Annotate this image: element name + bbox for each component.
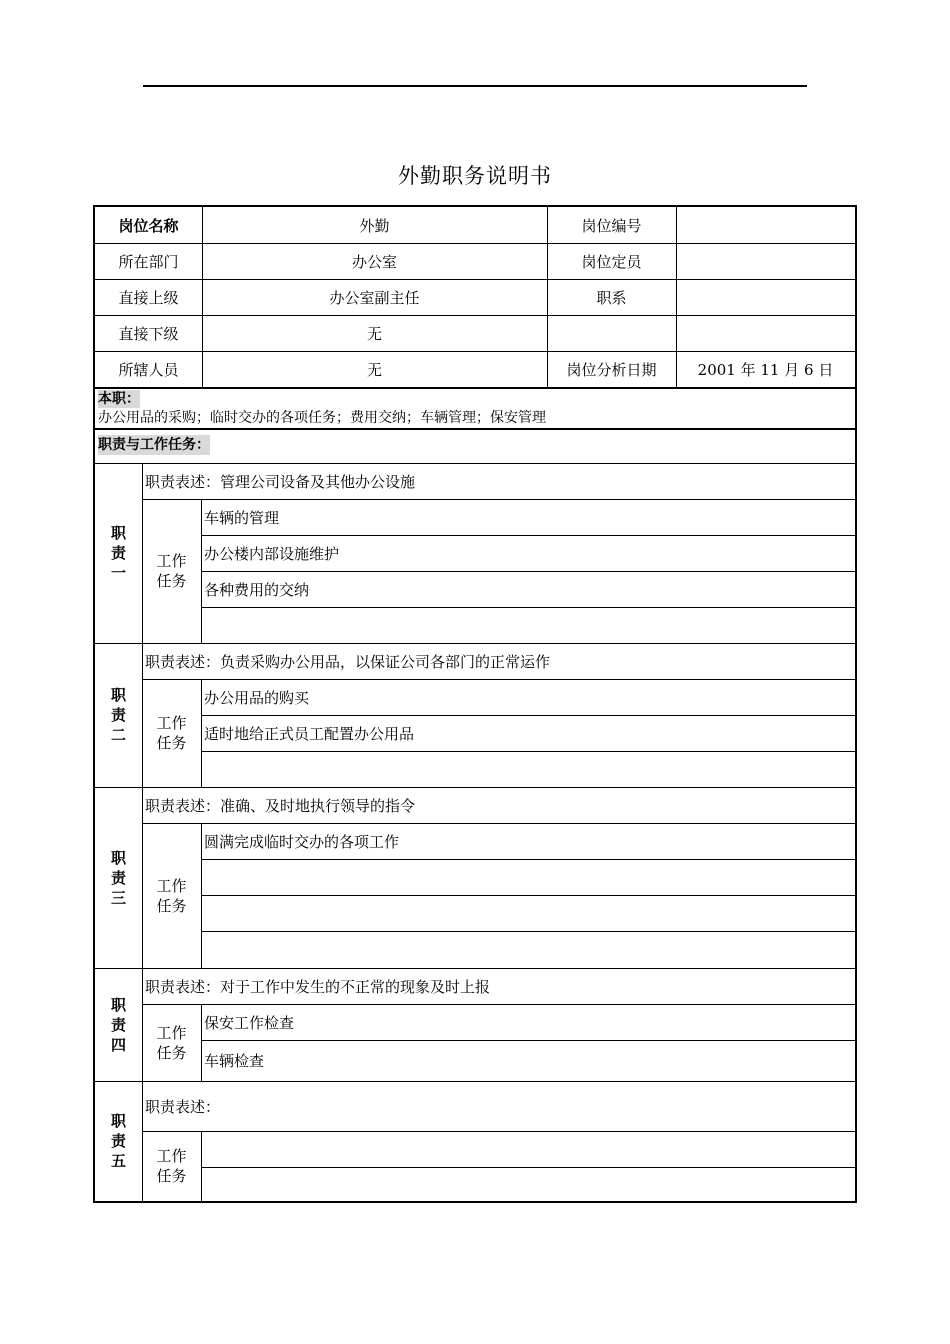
header-rule xyxy=(143,85,807,87)
column-divider xyxy=(142,463,143,643)
field-label: 所在部门 xyxy=(118,252,179,271)
duty-description: 职责表述：负责采购办公用品，以保证公司各部门的正常运作 xyxy=(145,652,551,671)
field-value: 办公室副主任 xyxy=(329,288,420,307)
duty-name xyxy=(95,643,142,787)
task-item: 适时地给正式员工配置办公用品 xyxy=(204,724,415,743)
duty-name-label: 职责五 xyxy=(110,1112,126,1170)
duty-name-label: 职责一 xyxy=(110,524,126,582)
field-label: 岗位名称 xyxy=(118,216,179,235)
row-divider xyxy=(95,428,855,430)
duty-description: 职责表述： xyxy=(145,1097,221,1116)
duty-name-label: 职责二 xyxy=(110,686,126,744)
field-label xyxy=(547,315,676,351)
column-divider xyxy=(142,1081,143,1201)
duty-description: 职责表述：准确、及时地执行领导的指令 xyxy=(145,796,416,815)
work-task-text: 工作任务 xyxy=(156,714,187,752)
field-label: 岗位分析日期 xyxy=(566,360,657,379)
field-value xyxy=(676,279,855,315)
column-divider xyxy=(676,207,677,387)
field-label: 职系 xyxy=(596,288,627,307)
duty-description: 职责表述：管理公司设备及其他办公设施 xyxy=(145,472,416,491)
task-item xyxy=(201,859,855,895)
work-task-label xyxy=(142,1131,201,1201)
field-label: 直接上级 xyxy=(118,288,179,307)
field-value: 2001 年 11 月 6 日 xyxy=(697,360,834,379)
field-label: 岗位编号 xyxy=(581,216,642,235)
task-item: 各种费用的交纳 xyxy=(204,580,310,599)
row-divider xyxy=(201,1201,855,1202)
column-divider xyxy=(202,207,203,387)
row-divider xyxy=(95,243,855,244)
document-title: 外勤职务说明书 xyxy=(398,164,552,188)
column-divider xyxy=(142,643,143,787)
summary-text: 办公用品的采购；临时交办的各项任务；费用交纳；车辆管理；保安管理 xyxy=(98,410,546,426)
task-item: 圆满完成临时交办的各项工作 xyxy=(204,832,400,851)
summary-heading: 本职： xyxy=(98,391,140,407)
duty-name xyxy=(95,787,142,968)
task-item xyxy=(201,895,855,931)
work-task-text: 工作任务 xyxy=(156,876,187,915)
row-divider xyxy=(95,387,855,389)
row-divider xyxy=(95,315,855,316)
work-task-label xyxy=(142,679,201,787)
column-divider xyxy=(142,787,143,968)
duties-heading: 职责与工作任务： xyxy=(98,437,210,453)
field-value xyxy=(676,207,855,243)
column-divider xyxy=(142,968,143,1081)
field-value: 无 xyxy=(366,324,382,343)
task-item: 车辆的管理 xyxy=(204,508,280,527)
row-divider xyxy=(95,351,855,352)
task-item: 办公楼内部设施维护 xyxy=(204,544,340,563)
work-task-text: 工作任务 xyxy=(156,1147,187,1185)
task-item: 办公用品的购买 xyxy=(204,688,310,707)
duty-name-label: 职责四 xyxy=(110,995,126,1054)
task-item xyxy=(201,1131,855,1167)
task-item xyxy=(201,1167,855,1201)
column-divider xyxy=(547,207,548,387)
task-item xyxy=(201,931,855,968)
task-item xyxy=(201,607,855,643)
field-value: 办公室 xyxy=(351,252,397,271)
work-task-label xyxy=(142,823,201,968)
field-label: 岗位定员 xyxy=(581,252,642,271)
field-value xyxy=(676,243,855,279)
task-item: 车辆检查 xyxy=(204,1052,265,1070)
task-item: 保安工作检查 xyxy=(204,1013,295,1032)
duty-description: 职责表述：对于工作中发生的不正常的现象及时上报 xyxy=(145,977,491,996)
field-label: 直接下级 xyxy=(118,324,179,343)
duty-name xyxy=(95,968,142,1081)
work-task-label xyxy=(142,499,201,643)
work-task-text: 工作任务 xyxy=(156,552,187,590)
field-label: 所辖人员 xyxy=(118,360,179,379)
duty-name xyxy=(95,1081,142,1201)
duty-name-label: 职责三 xyxy=(110,848,126,907)
task-item xyxy=(201,751,855,787)
field-value: 无 xyxy=(366,360,382,379)
work-task-label xyxy=(142,1004,201,1081)
job-description-table xyxy=(93,205,857,1203)
work-task-text: 工作任务 xyxy=(156,1023,187,1062)
field-value xyxy=(676,315,855,351)
row-divider xyxy=(95,279,855,280)
duty-name xyxy=(95,463,142,643)
field-value: 外勤 xyxy=(359,216,390,235)
